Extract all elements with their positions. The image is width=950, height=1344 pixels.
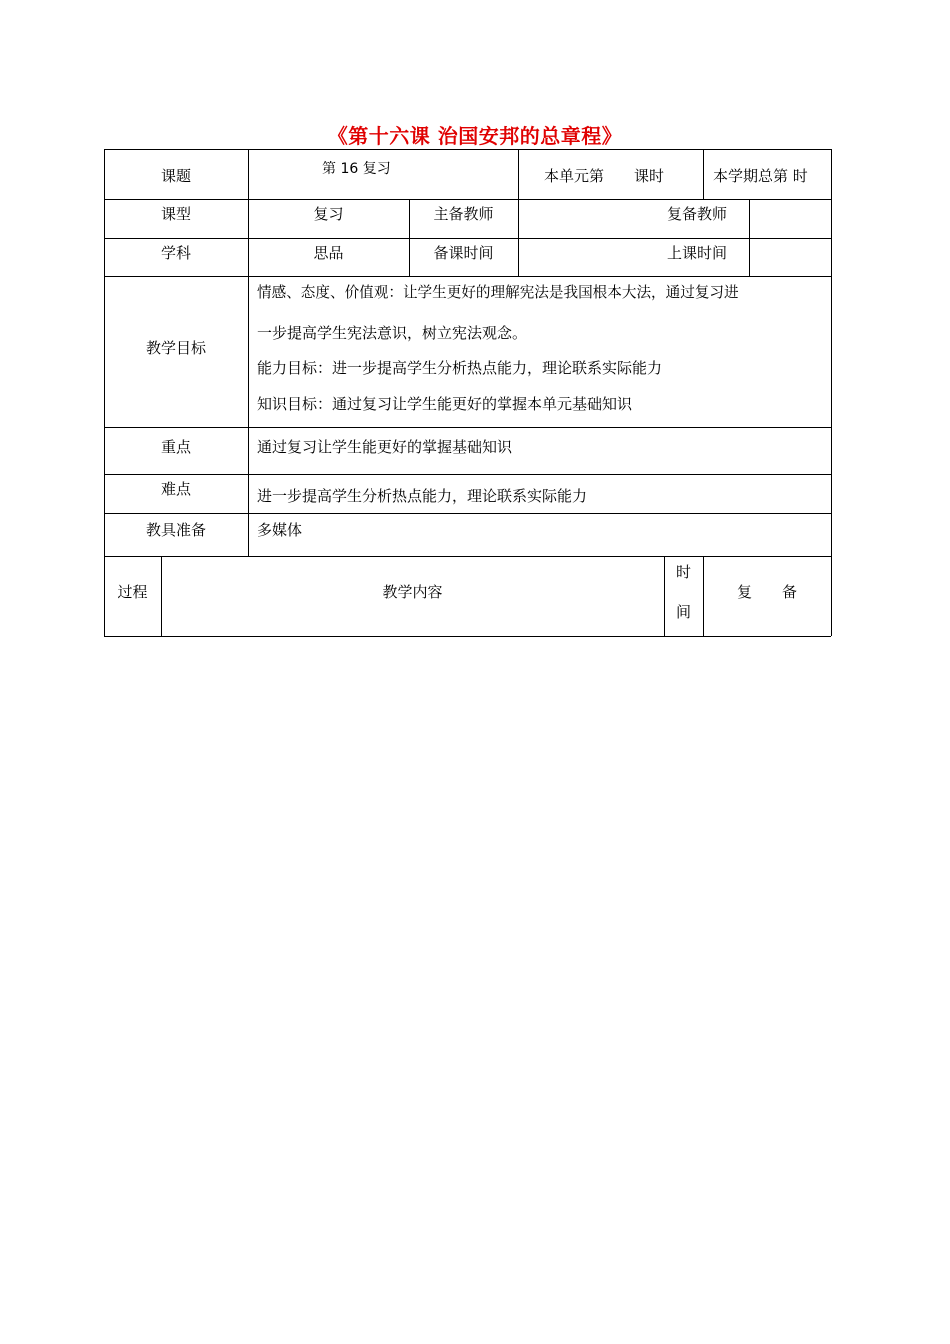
topic-label: 课题 <box>160 167 191 185</box>
teaching-goals-line: 一步提高学生宪法意识，树立宪法观念。 <box>257 324 528 342</box>
teaching-goals-line: 能力目标：进一步提高学生分析热点能力，理论联系实际能力 <box>257 359 663 377</box>
table-line <box>104 238 831 239</box>
prep-time-label: 备课时间 <box>433 244 494 262</box>
difficulty-label: 难点 <box>160 480 191 498</box>
lesson-type-value: 复习 <box>313 205 344 223</box>
content-header: 教学内容 <box>382 583 443 601</box>
table-line <box>104 427 831 428</box>
teaching-goals-line: 知识目标：通过复习让学生能更好的掌握本单元基础知识 <box>257 395 633 413</box>
lesson-type-label: 课型 <box>160 205 191 223</box>
subject-value: 思品 <box>313 244 344 262</box>
key-point-value: 通过复习让学生能更好的掌握基础知识 <box>257 438 513 456</box>
class-time-label: 上课时间 <box>667 244 728 262</box>
teaching-aids-label: 教具准备 <box>145 521 206 539</box>
topic-value: 第 16 复习 <box>322 161 391 177</box>
document-title: 《第十六课 治国安邦的总章程》 <box>327 124 623 148</box>
table-line <box>703 149 704 199</box>
time-header: 间 <box>675 603 691 621</box>
table-line <box>104 513 831 514</box>
process-header: 过程 <box>117 583 148 601</box>
term-hours-label: 本学期总第 时 <box>713 167 808 185</box>
teaching-aids-value: 多媒体 <box>257 521 303 539</box>
table-line <box>104 276 831 277</box>
teaching-goals-line: 情感、态度、价值观：让学生更好的理解宪法是我国根本大法，通过复习进 <box>257 284 739 301</box>
table-line <box>104 149 831 150</box>
review-teacher-label: 复备教师 <box>667 205 728 223</box>
lead-teacher-label: 主备教师 <box>433 205 494 223</box>
table-line <box>749 199 750 276</box>
table-line <box>518 149 519 276</box>
difficulty-value: 进一步提高学生分析热点能力，理论联系实际能力 <box>257 487 588 505</box>
subject-label: 学科 <box>160 244 191 262</box>
table-line <box>831 149 832 636</box>
unit-hours-label: 本单元第 课时 <box>544 167 665 185</box>
time-header: 时 <box>675 563 691 581</box>
teaching-goals-label: 教学目标 <box>145 339 206 357</box>
table-line <box>104 636 831 637</box>
table-line <box>104 474 831 475</box>
table-line <box>104 556 831 557</box>
review-header: 复 备 <box>736 583 797 601</box>
key-point-label: 重点 <box>160 438 191 456</box>
table-line <box>104 199 831 200</box>
